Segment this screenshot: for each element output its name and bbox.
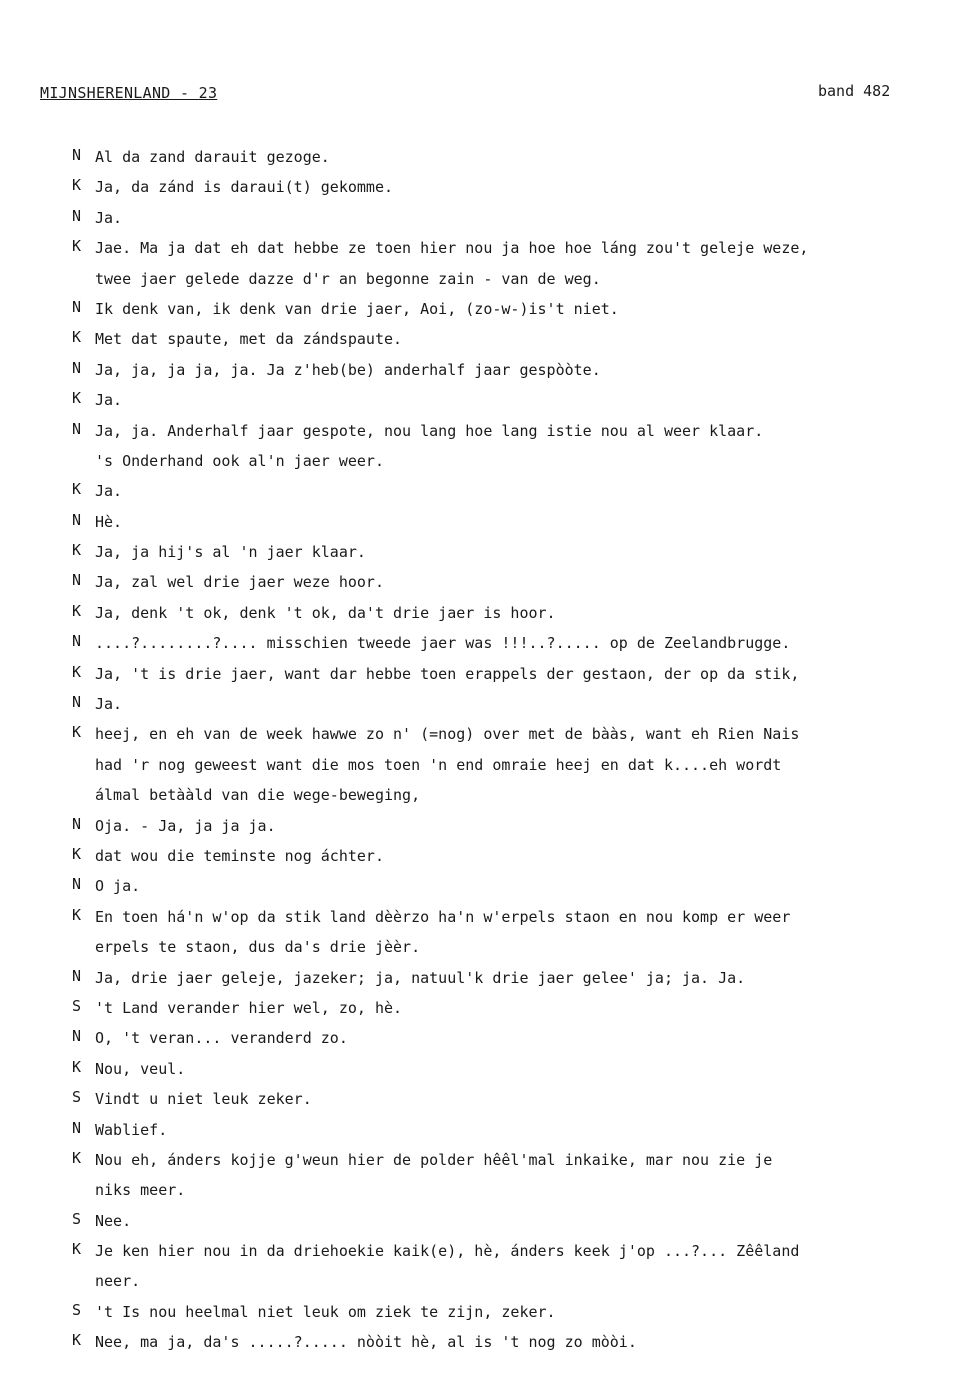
utterance-text-line: Ja, ja, ja ja, ja. Ja z'heb(be) anderhalf jaar gespòòte. [95,360,601,379]
utterance [72,237,952,298]
utterance-text-line: Wablief. [95,1120,168,1139]
speaker-label: K [72,723,82,742]
utterance [72,663,952,693]
speaker-label: N [72,814,82,833]
utterance [72,1088,952,1118]
utterance [72,967,952,997]
utterance [72,723,952,814]
document-title: MIJNSHERENLAND - 23 [40,84,218,102]
utterance-text-line: Ja, ja. Anderhalf jaar gespote, nou lang hoe lang istie nou al weer klaar. [95,421,764,440]
utterance [72,632,952,662]
speaker-label: N [72,693,82,712]
speaker-label: K [72,1148,82,1167]
utterance-text-line: Met dat spaute, met da zándspaute. [95,330,403,349]
utterance [72,328,952,358]
tape-number: band 482 [818,82,891,100]
utterance [72,997,952,1027]
utterance-text-line: Al da zand darauit gezoge. [95,148,330,166]
utterance-text-line: Hè. [95,512,123,531]
utterance-text-line: Ja, da zánd is daraui(t) gekomme. [95,178,394,197]
utterance-text-line: Ja, zal wel drie jaer weze hoor. [95,573,384,592]
speaker-label: N [72,1118,82,1137]
speaker-label: N [72,146,82,164]
speaker-label: K [72,480,82,499]
utterance [72,815,952,845]
utterance-text-line: Ja. [95,391,123,410]
speaker-label: N [72,358,82,377]
speaker-label: S [72,1209,82,1228]
utterance-text-line: erpels te staon, dus da's drie jèèr. [95,938,421,957]
speaker-label: N [72,571,82,590]
utterance-text-line: Ja. [95,208,123,227]
utterance [72,207,952,237]
utterance-text-line: ....?........?.... misschien tweede jaer was !!!..?..... op de Zeelandbrugge. [95,634,791,653]
utterance-text-line: Ja. [95,482,123,501]
speaker-label: K [72,541,82,560]
utterance [72,602,952,632]
speaker-label: K [72,844,82,863]
speaker-label: K [72,389,82,408]
utterance [72,1027,952,1057]
speaker-label: K [72,1057,82,1076]
utterance-text-line: Oja. - Ja, ja ja ja. [95,816,276,835]
utterance-text-line: Je ken hier nou in da driehoekie kaik(e), hè, ánders keek j'op ...?... Zêêland [95,1242,800,1261]
utterance-text-line: Ja, ja hij's al 'n jaer klaar. [95,543,366,562]
utterance-text-line: álmal betààld van die wege-beweging, [95,786,421,805]
utterance [72,875,952,905]
utterance-text-line: niks meer. [95,1181,186,1200]
utterance-text-line: had 'r nog geweest want die mos toen 'n end omraie heej en dat k....eh wordt [95,755,782,774]
transcript [72,146,952,1362]
utterance [72,1301,952,1331]
speaker-label: N [72,966,82,985]
utterance-text-line: neer. [95,1272,141,1291]
utterance-text-line: twee jaer gelede dazze d'r an begonne zain - van de weg. [95,269,601,288]
utterance [72,480,952,510]
speaker-label: K [72,905,82,924]
speaker-label: S [72,1088,82,1107]
speaker-label: S [72,996,82,1015]
utterance [72,1210,952,1240]
utterance [72,176,952,206]
utterance [72,693,952,723]
utterance [72,1149,952,1210]
utterance [72,298,952,328]
utterance-text-line: Ja, drie jaer geleje, jazeker; ja, natuul'k drie jaer gelee' ja; ja. Ja. [95,968,746,987]
utterance-text-line: Nou eh, ánders kojje g'weun hier de polder hêêl'mal inkaike, mar nou zie je [95,1150,773,1169]
speaker-label: S [72,1300,82,1319]
utterance-text-line: En toen há'n w'op da stik land dèèrzo ha'n w'erpels staon en nou komp er weer [95,907,791,926]
utterance-text-line: Nee. [95,1211,132,1230]
utterance [72,420,952,481]
utterance [72,906,952,967]
utterance-text-line: 't Is nou heelmal niet leuk om ziek te zijn, zeker. [95,1302,556,1321]
utterance-text-line: Ja. [95,695,123,714]
utterance [72,511,952,541]
utterance-text-line: 't Land verander hier wel, zo, hè. [95,998,403,1017]
utterance [72,389,952,419]
speaker-label: K [72,237,82,256]
utterance-text-line: O ja. [95,877,141,896]
utterance-text-line: Vindt u niet leuk zeker. [95,1090,312,1109]
speaker-label: N [72,419,82,438]
utterance-text-line: O, 't veran... veranderd zo. [95,1029,348,1048]
utterance [72,1119,952,1149]
speaker-label: N [72,206,82,225]
speaker-label: N [72,875,82,894]
utterance-text-line: Nee, ma ja, da's .....?..... nòòit hè, al is 't nog zo mòòi. [95,1333,637,1352]
speaker-label: K [72,328,82,347]
speaker-label: N [72,297,82,316]
speaker-label: K [72,176,82,195]
utterance [72,1058,952,1088]
utterance-text-line: Ja, denk 't ok, denk 't ok, da't drie jaer is hoor. [95,603,556,622]
speaker-label: N [72,632,82,651]
utterance [72,571,952,601]
utterance-text-line: Jae. Ma ja dat eh dat hebbe ze toen hier nou ja hoe hoe láng zou't geleje weze, [95,239,809,258]
utterance [72,845,952,875]
utterance [72,1240,952,1301]
speaker-label: N [72,1027,82,1046]
utterance-text-line: dat wou die teminste nog áchter. [95,846,384,865]
utterance-text-line: Nou, veul. [95,1059,186,1078]
speaker-label: K [72,662,82,681]
utterance-text-line: heej, en eh van de week hawwe zo n' (=nog) over met de bààs, want eh Rien Nais [95,725,800,744]
utterance-text-line: Ja, 't is drie jaer, want dar hebbe toen erappels der gestaon, der op da stik, [95,664,800,683]
utterance [72,359,952,389]
speaker-label: N [72,510,82,529]
speaker-label: K [72,1240,82,1259]
utterance-text-line: 's Onderhand ook al'n jaer weer. [95,451,384,470]
utterance-text-line: Ik denk van, ik denk van drie jaer, Aoi, (zo-w-)is't niet. [95,299,619,318]
utterance [72,541,952,571]
speaker-label: K [72,601,82,620]
utterance [72,1331,952,1361]
utterance [72,146,952,176]
speaker-label: K [72,1331,82,1350]
